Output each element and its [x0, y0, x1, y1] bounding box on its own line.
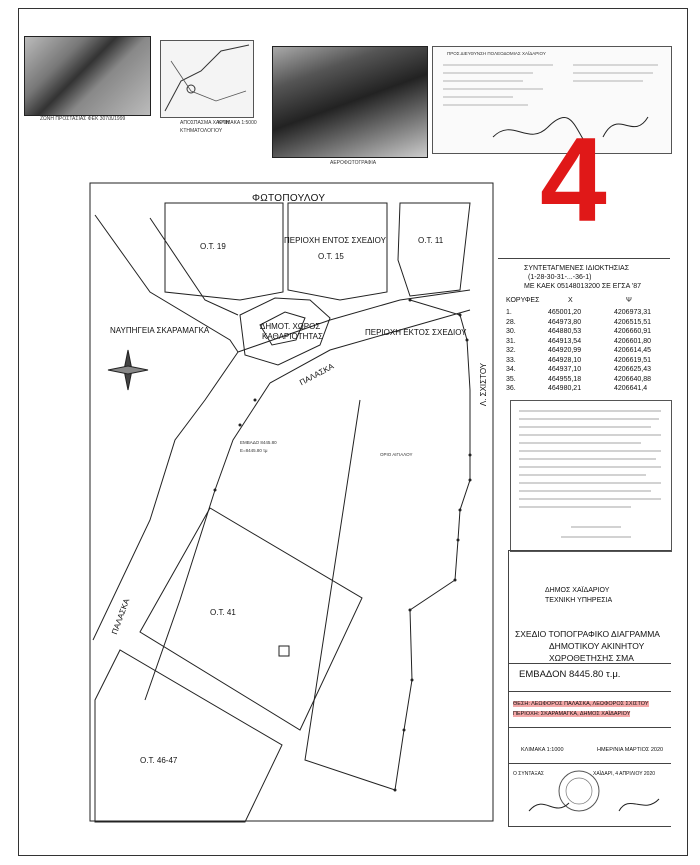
cadastral-caption-2: ΚΤΗΜΑΤΟΛΟΓΙΟΥ	[180, 128, 223, 134]
y-coord: 4206619,51	[614, 356, 651, 364]
tb-location-1: ΘΕΣΗ: ΛΕΩΦΟΡΟΣ ΠΑΛΑΣΚΑ, ΛΕΩΦΟΡΟΣ ΣΧΙΣΤΟΥ	[513, 701, 649, 707]
label-ot4647: Ο.Τ. 46-47	[140, 756, 178, 765]
tb-org-2: ΤΕΧΝΙΚΗ ΥΠΗΡΕΣΙΑ	[545, 597, 613, 604]
coords-title-3: ΜΕ ΚΑΕΚ 05148013200 ΣΕ ΕΓΣΑ '87	[524, 283, 641, 290]
label-schistou: Λ. ΣΧΙΣΤΟΥ	[479, 362, 489, 407]
label-municipal-1: ΔΗΜΟΤ. ΧΩΡΟΣ	[260, 322, 321, 331]
tb-area: ΕΜΒΑΔΟΝ 8445.80 τ.μ.	[519, 669, 621, 680]
label-ot41: Ο.Τ. 41	[210, 608, 236, 617]
y-coord: 4206601,80	[614, 337, 651, 345]
tb-title-1: ΣΧΕΔΙΟ ΤΟΠΟΓΡΑΦΙΚΟ ΔΙΑΓΡΑΜΜΑ	[515, 629, 660, 639]
y-coord: 4206660,91	[614, 328, 651, 335]
coords-row	[498, 366, 670, 376]
approval-text	[510, 400, 672, 552]
label-palaska-diag: ΠΑΛΑΣΚΑ	[298, 361, 336, 388]
vertex-id: 30.	[506, 328, 516, 335]
sheet-number: 4	[540, 113, 607, 247]
coords-title-1: ΣΥΝΤΕΤΑΓΜΕΝΕΣ ΙΔΙΟΚΤΗΣΙΑΣ	[524, 265, 630, 272]
label-boundary-note: ΟΡΙΟ ΑΙΓΙΑΛΟΥ	[380, 452, 413, 457]
label-outside-plan: ΠΕΡΙΟΧΗ ΕΚΤΟΣ ΣΧΕΔΙΟΥ	[365, 328, 467, 337]
label-shipyards: ΝΑΥΠΗΓΕΙΑ ΣΚΑΡΑΜΑΓΚΑ	[110, 326, 210, 335]
vertex-id: 32.	[506, 347, 516, 354]
vertex-id: 35.	[506, 375, 516, 383]
coords-row	[498, 385, 670, 395]
coords-head-y: Ψ	[626, 297, 632, 304]
coords-row	[498, 309, 670, 319]
label-ot11: Ο.Τ. 11	[418, 236, 444, 245]
coords-row	[498, 347, 670, 357]
letter-header: ΠΡΟΣ ΔΙΕΥΘΥΝΣΗ ΠΟΛΕΟΔΟΜΙΑΣ ΧΑΪΔΑΡΙΟΥ	[447, 51, 546, 56]
y-coord: 4206515,51	[614, 318, 651, 326]
vertex-id: 36.	[506, 385, 516, 392]
vertex-id: 1.	[506, 309, 512, 316]
x-coord: 464980,21	[548, 385, 582, 392]
aerial-caption: ΑΕΡΟΦΩΤΟΓΡΑΦΙΑ	[330, 160, 377, 166]
vertex-id: 33.	[506, 356, 516, 364]
x-coord: 464973,80	[548, 318, 582, 326]
tb-location-2: ΠΕΡΙΟΧΗ: ΣΚΑΡΑΜΑΓΚΑ, ΔΗΜΟΣ ΧΑΪΔΑΡΙΟΥ	[513, 711, 631, 717]
label-ot19: Ο.Τ. 19	[200, 242, 226, 251]
street-fotopoulou: ΦΩΤΟΠΟΥΛΟΥ	[252, 193, 326, 204]
tb-footer-2: ΧΑΪΔΑΡΙ, 4 ΑΠΡΙΛΙΟΥ 2020	[593, 771, 656, 777]
y-coord: 4206614,45	[614, 347, 651, 354]
coords-row	[498, 319, 670, 329]
coords-row	[498, 376, 670, 386]
coords-title-2: (1-28-30-31-...-36-1)	[528, 274, 592, 281]
label-area-note-1: ΕΜΒΑΔΟ 8445.80	[240, 440, 277, 445]
coords-row	[498, 357, 670, 367]
x-coord: 464913,54	[548, 337, 582, 345]
label-palaska-left: ΠΑΛΑΣΚΑ	[110, 597, 132, 636]
coords-head-x: X	[568, 297, 573, 304]
label-ot15: Ο.Τ. 15	[318, 252, 344, 261]
vertex-id: 28.	[506, 318, 516, 326]
x-coord: 464880,53	[548, 328, 582, 335]
x-coord: 464920,99	[548, 347, 582, 354]
tb-title-2: ΔΗΜΟΤΙΚΟΥ ΑΚΙΝΗΤΟΥ	[549, 641, 645, 651]
coords-rows	[498, 309, 670, 395]
tb-scale: ΚΛΙΜΑΚΑ 1:1000	[521, 747, 564, 753]
label-municipal-2: ΚΑΘΑΡΙΟΤΗΤΑΣ	[262, 332, 323, 341]
x-coord: 464937,10	[548, 366, 582, 373]
coords-head-vertex: ΚΟΡΥΦΕΣ	[506, 297, 540, 304]
coords-row	[498, 338, 670, 348]
y-coord: 4206625,43	[614, 366, 651, 373]
cadastral-caption-1: ΑΠΟΣΠΑΣΜΑ ΧΑΡΤΗ	[180, 120, 230, 126]
y-coord: 4206640,88	[614, 375, 651, 383]
y-coord: 4206973,31	[614, 309, 651, 316]
tb-footer-1: Ο ΣΥΝΤΑΞΑΣ	[513, 771, 545, 777]
x-coord: 465001,20	[548, 309, 582, 316]
tb-title-3: ΧΩΡΟΘΕΤΗΣΗΣ ΣΜΑ	[549, 653, 634, 663]
x-coord: 464955,18	[548, 375, 582, 383]
coords-row	[498, 328, 670, 338]
y-coord: 4206641,4	[614, 385, 648, 392]
tb-org-1: ΔΗΜΟΣ ΧΑΪΔΑΡΙΟΥ	[545, 587, 610, 594]
zone-photo-caption: ΖΩΝΗ ΠΡΟΣΤΑΣΙΑΣ ΦΕΚ 307/Δ/1999	[40, 116, 126, 122]
cadastral-caption-3: ΚΛΙΜΑΚΑ 1:5000	[218, 120, 257, 126]
label-inside-plan: ΠΕΡΙΟΧΗ ΕΝΤΟΣ ΣΧΕΔΙΟΥ	[284, 236, 386, 245]
coordinates-panel	[498, 258, 670, 399]
label-area-note-2: Ε=8445.80 τμ	[240, 448, 268, 453]
title-block	[508, 550, 671, 827]
vertex-id: 31.	[506, 337, 516, 345]
x-coord: 464928,10	[548, 356, 582, 364]
tb-date: ΗΜΕΡ/ΝΙΑ ΜΑΡΤΙΟΣ 2020	[597, 747, 664, 753]
vertex-id: 34.	[506, 366, 516, 373]
